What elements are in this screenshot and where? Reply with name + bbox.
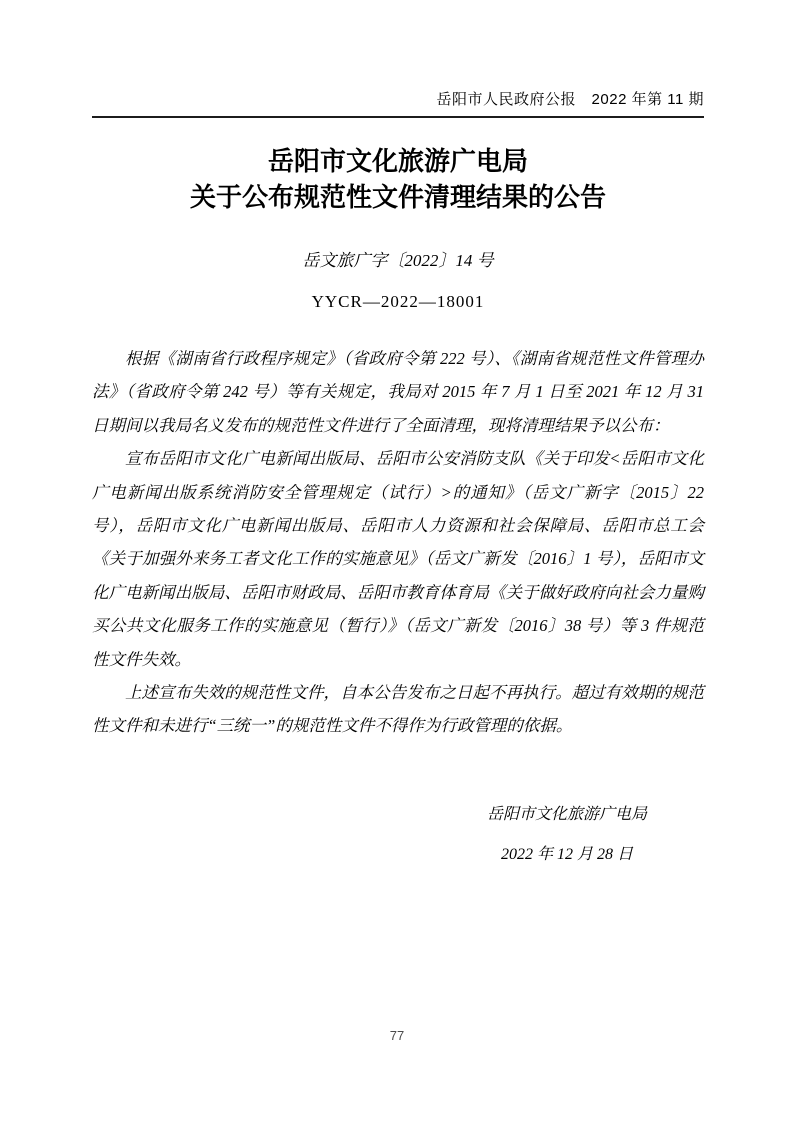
announcement-body: [92, 342, 704, 743]
signature-date: 2022 年 12 月 28 日: [500, 845, 633, 863]
gazette-masthead: 岳阳市人民政府公报 2022 年第 11 期: [92, 88, 704, 118]
signature-inner: [487, 795, 647, 875]
body-paragraph: 宣布岳阳市文化广电新闻出版局、岳阳市公安消防支队《关于印发<岳阳市文化广电新闻出版系统消防安全管理规定（试行）>的通知》（岳文广新字〔2015〕22 号），岳阳市文化广电新闻出版局、岳阳市人力资源和社会保障局、岳阳市总工会《关于加强外来务工者文化工作的实施意见》（岳文广新发〔2016〕1 号），岳阳市文化广电新闻出版局、岳阳市财政局、岳阳市教育体育局《关于做好政府向社会力量购买公共文化服务工作的实施意见（暂行）》（岳文广新发〔2016〕38 号）等 3 件规范性文件失效。: [92, 449, 704, 669]
announcement-title: [92, 144, 704, 216]
document-number: 岳文旅广字〔2022〕14 号: [302, 251, 494, 270]
signature-issuer: 岳阳市文化旅游广电局: [486, 805, 647, 823]
title-line-subject: 关于公布规范性文件清理结果的公告: [189, 183, 606, 212]
signature-block: [92, 795, 704, 875]
body-paragraph: 根据《湖南省行政程序规定》（省政府令第 222 号）、《湖南省规范性文件管理办法》（省政府令第 242 号）等有关规定，我局对 2015 年 7 月 1 日至 2021 年 12 月 31 日期间以我局名义发布的规范性文件进行了全面清理，现将清理结果予以公布：: [92, 349, 704, 435]
page-number: 77: [389, 1028, 405, 1043]
title-line-issuer: 岳阳市文化旅游广电局: [267, 147, 528, 176]
body-paragraph: 上述宣布失效的规范性文件，自本公告发布之日起不再执行。超过有效期的规范性文件和未进行“三统一”的规范性文件不得作为行政管理的依据。: [92, 683, 704, 736]
archive-number: YYCR—2022—18001: [311, 292, 485, 311]
page-content: [92, 0, 704, 875]
